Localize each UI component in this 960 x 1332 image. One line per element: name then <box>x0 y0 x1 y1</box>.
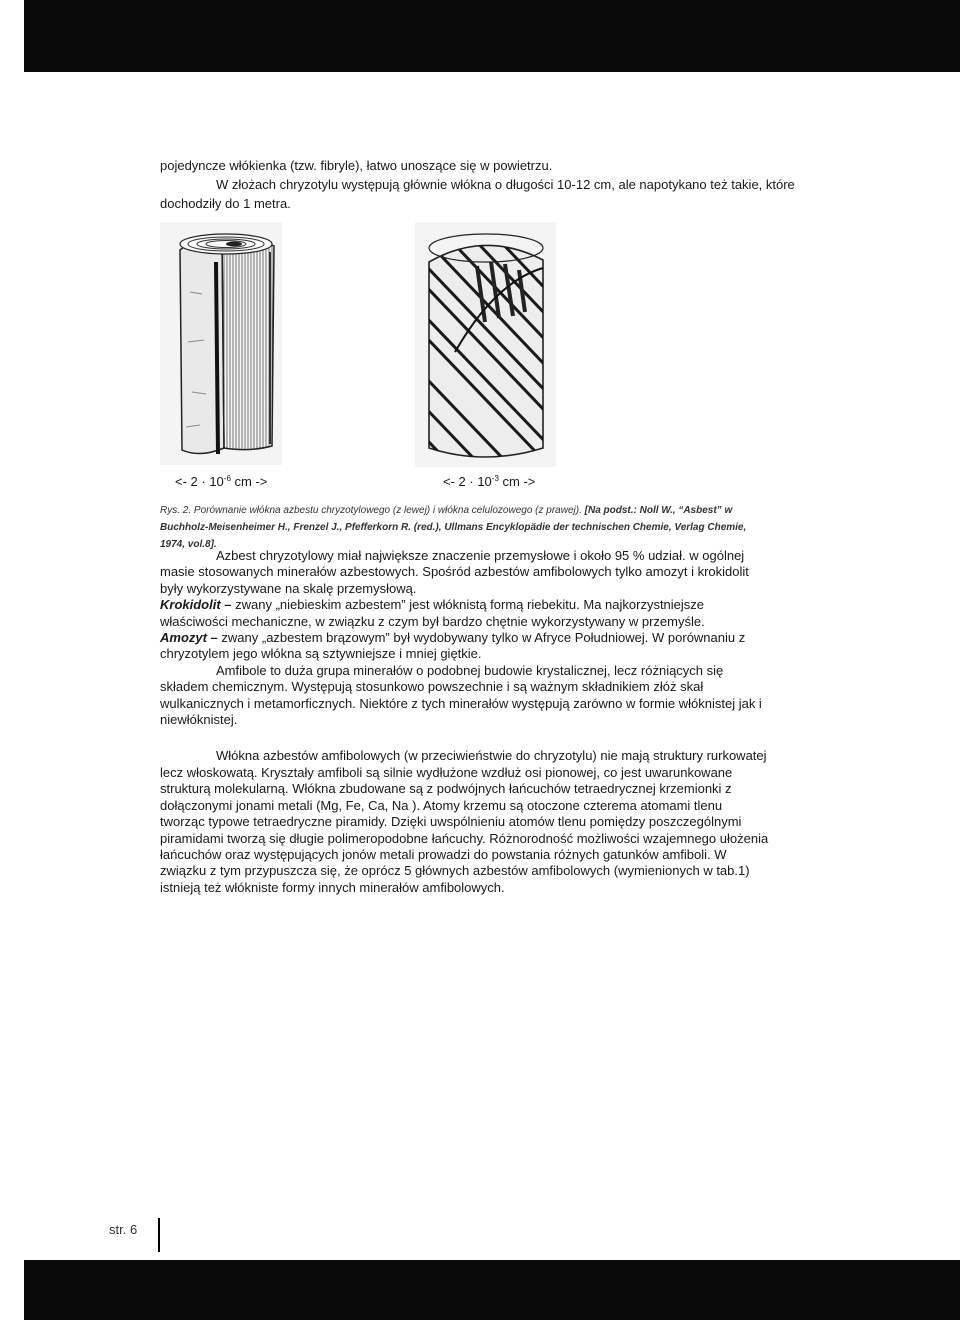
paragraph-amozyt <box>160 630 770 663</box>
paragraph: Azbest chryzotylowy miał największe znaczenie przemysłowe i około 95 % udział. w ogólnej masie stosowanych minerałów azbestowych. Spośród azbestów amfibolowych tylko amozyt i krokidolit były wykorzystywane na skalę przemysłową. <box>160 548 749 596</box>
term-krokidolit: Krokidolit – <box>160 597 232 613</box>
right-scale-pre: <- 2 · 10 <box>443 474 492 489</box>
intro-paragraph: W złożach chryzotylu występują głównie włókna o długości 10-12 cm, ale napotykano też takie, które dochodziły do 1 metra. <box>160 177 795 211</box>
caption-text: Rys. 2. Porównanie włókna azbestu chryzotylowego (z lewej) i włókna celulozowego (z prawej). <box>160 505 585 516</box>
intro-line: pojedyncze włókienka (tzw. fibryle), łatwo unoszące się w powietrzu. <box>160 158 553 173</box>
paragraph-text: zwany „niebieskim azbestem” jest włóknistą formą riebekitu. Ma najkorzystniejsze właściwości mechaniczne, w związku z czym był bardzo chętnie wykorzystywany w przemyśle. <box>160 597 705 629</box>
caption-source: [Na podst.: Noll W., “Asbest” w Buchholz-Meisenheimer H., Frenzel J., Pfefferkorn R. (red.), Ullmans Encyklopädie der technischen Chemie, Verlag Chemie, 1974, vol.8]. <box>160 505 747 550</box>
intro-text <box>160 156 800 213</box>
page-number: str. 6 <box>109 1222 138 1237</box>
left-scale-label <box>175 474 267 489</box>
footer-bar <box>24 1260 960 1320</box>
right-scale-post: cm -> <box>498 474 536 489</box>
main-text <box>160 548 770 896</box>
paragraph-text: zwany „azbestem brązowym” był wydobywany tylko w Afryce Południowej. W porównaniu z chryzotylem jego włókna są sztywniejsze i mniej giętkie. <box>160 630 746 662</box>
paragraph-krokidolit <box>160 597 770 630</box>
term-amozyt: Amozyt – <box>160 630 218 646</box>
left-scale-post: cm -> <box>230 474 268 489</box>
paragraph: Amfibole to duża grupa minerałów o podobnej budowie krystalicznej, lecz różniących się składem chemicznym. Występują stosunkowo powszechnie i są ważnym składnikiem złóż skał wulkanicznych i metamorficznych. Niektóre z tych minerałów występują zarówno w formie włóknistej jak i niewłóknistej. <box>160 662 762 728</box>
left-scale-pre: <- 2 · 10 <box>175 474 224 489</box>
right-scale-label <box>443 474 535 489</box>
footer-divider <box>158 1218 160 1252</box>
header-bar <box>24 0 960 72</box>
chrysotile-fiber-illustration <box>160 222 282 465</box>
figure-caption <box>160 502 760 553</box>
left-scale-exponent: -6 <box>223 474 231 483</box>
cellulose-fiber-illustration <box>415 222 556 467</box>
right-scale-exponent: -3 <box>491 474 499 483</box>
paragraph: Włókna azbestów amfibolowych (w przeciwieństwie do chryzotylu) nie mają struktury rurkowatej lecz włoskowatą. Kryształy amfiboli są silnie wydłużone wzdłuż osi pionowej, co jest uwarunkowane strukturą molekularną. Włókna zbudowane są z podwójnych łańcuchów tetraedrycznej krzemionki z dołączonymi jonami metali (Mg, Fe, Ca, Na ). Atomy krzemu są otoczone czterema atomami tlenu tworząc typowe tetraedryczne piramidy. Dzięki uwspólnieniu atomów tlenu pomiędzy poszczególnymi piramidami tworzą się długie polimeropodobne łańcuchy. Różnorodność możliwości wzajemnego ułożenia łańcuchów oraz występujących jonów metali prowadzi do powstania różnych gatunków amfiboli. W związku z tym przypuszcza się, że oprócz 5 głównych azbestów amfibolowych (wymienionych w tab.1) istnieją też włókniste formy innych minerałów amfibolowych. <box>160 748 769 895</box>
